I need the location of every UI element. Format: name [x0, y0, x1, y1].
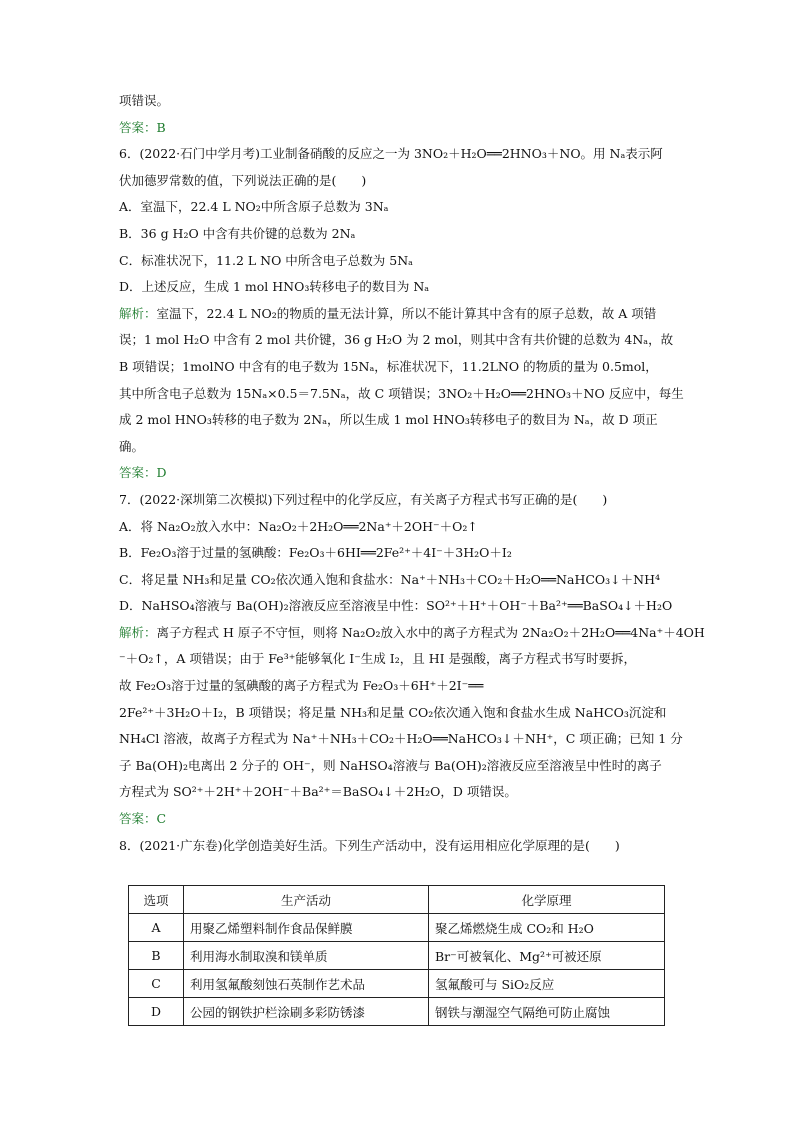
explanation-label: 解析： — [119, 624, 157, 640]
line-text: ⁻＋O₂↑，A 项错误；由于 Fe³⁺能够氧化 I⁻生成 I₂，且 HI 是强酸，离子方程式书写时要拆， — [119, 651, 637, 667]
line-text: 误；1 mol H₂O 中含有 2 mol 共价键，36 g H₂O 为 2 mol，则其中含有共价键的总数为 4Nₐ，故 — [119, 332, 674, 348]
line-text: 2Fe²⁺＋3H₂O＋I₂，B 项错误；将足量 NH₃和足量 CO₂依次通入饱和食盐水生成 NaHCO₃沉淀和 — [119, 704, 667, 720]
table-row — [129, 970, 665, 998]
text-line — [119, 248, 675, 275]
table-cell-activity: 公园的钢铁护栏涂刷多彩防锈漆 — [184, 998, 429, 1026]
table-cell-option: B — [129, 942, 184, 970]
line-text: 确。 — [119, 438, 145, 454]
text-line — [119, 354, 675, 381]
line-text: A．将 Na₂O₂放入水中：Na₂O₂＋2H₂O══2Na⁺＋2OH⁻＋O₂↑ — [119, 518, 478, 534]
table-cell-principle: 氢氟酸可与 SiO₂反应 — [429, 970, 665, 998]
text-line — [119, 88, 675, 115]
line-text: 答案：C — [119, 811, 167, 827]
text-line — [119, 194, 675, 221]
table-cell-principle: Br⁻可被氧化、Mg²⁺可被还原 — [429, 942, 665, 970]
text-line — [119, 434, 675, 461]
text-line — [119, 274, 675, 301]
line-text: B．Fe₂O₃溶于过量的氢碘酸：Fe₂O₃＋6HI══2Fe²⁺＋4I⁻＋3H₂O＋I₂ — [119, 545, 512, 561]
line-text: 答案：D — [119, 465, 167, 481]
line-text: B 项错误；1molNO 中含有的电子数为 15Nₐ，标准状况下，11.2LNO 的物质的量为 0.5mol， — [119, 358, 658, 374]
chemistry-table — [128, 885, 665, 1026]
line-text: 7．(2022·深圳第二次模拟)下列过程中的化学反应，有关离子方程式书写正确的是( ) — [119, 491, 608, 507]
text-line — [119, 540, 675, 567]
table-cell-activity: 利用氢氟酸刻蚀石英制作艺术品 — [184, 970, 429, 998]
line-text: 室温下，22.4 L NO₂的物质的量无法计算，所以不能计算其中含有的原子总数，故 A 项错 — [156, 305, 657, 321]
explanation-line — [119, 301, 675, 328]
text-line — [119, 726, 683, 753]
text-line — [119, 141, 675, 168]
line-text: 离子方程式 H 原子不守恒，则将 Na₂O₂放入水中的离子方程式为 2Na₂O₂＋2H₂O══4Na⁺＋4OH — [156, 624, 705, 640]
line-text: 其中所含电子总数为 15Nₐ×0.5＝7.5Nₐ，故 C 项错误；3NO₂＋H₂O══2HNO₃＋NO 反应中，每生 — [119, 385, 684, 401]
table-header-activity: 生产活动 — [184, 886, 429, 914]
text-line — [119, 168, 675, 195]
answer-line — [119, 460, 675, 487]
line-text: 成 2 mol HNO₃转移的电子数为 2Nₐ，所以生成 1 mol HNO₃转移电子的数目为 Nₐ，故 D 项正 — [119, 412, 658, 428]
line-text: C．将足量 NH₃和足量 CO₂依次通入饱和食盐水：Na⁺＋NH₃＋CO₂＋H₂O══NaHCO₃↓＋NH⁴ — [119, 571, 660, 587]
text-line — [119, 381, 684, 408]
text-line — [119, 221, 675, 248]
table-row — [129, 942, 665, 970]
text-line — [119, 779, 675, 806]
table-row — [129, 998, 665, 1026]
line-text: 6．(2022·石门中学月考)工业制备硝酸的反应之一为 3NO₂＋H₂O══2HNO₃＋NO。用 Nₐ表示阿 — [119, 146, 663, 162]
text-line — [119, 646, 675, 673]
table-header-principle: 化学原理 — [429, 886, 665, 914]
table-row — [129, 914, 665, 942]
text-line — [119, 327, 675, 354]
line-text: 答案：B — [119, 119, 166, 135]
document-body — [119, 88, 705, 859]
text-line — [119, 673, 675, 700]
text-line — [119, 567, 675, 594]
text-line — [119, 833, 675, 860]
text-line — [119, 700, 675, 727]
explanation-line — [119, 620, 705, 647]
line-text: 伏加德罗常数的值，下列说法正确的是( ) — [119, 172, 367, 188]
line-text: D．NaHSO₄溶液与 Ba(OH)₂溶液反应至溶液呈中性：SO²⁺＋H⁺＋OH⁻＋Ba²⁺══BaSO₄↓＋H₂O — [119, 598, 673, 614]
table-cell-activity: 利用海水制取溴和镁单质 — [184, 942, 429, 970]
table-cell-option: C — [129, 970, 184, 998]
text-line — [119, 487, 675, 514]
text-line — [119, 593, 675, 620]
explanation-label: 解析： — [119, 305, 157, 321]
line-text: B．36 g H₂O 中含有共价键的总数为 2Nₐ — [119, 225, 356, 241]
line-text: 项错误。 — [119, 93, 170, 108]
answer-line — [119, 115, 675, 142]
line-text: 8．(2021·广东卷)化学创造美好生活。下列生产活动中，没有运用相应化学原理的是( ) — [119, 837, 620, 853]
table-cell-principle: 聚乙烯燃烧生成 CO₂和 H₂O — [429, 914, 665, 942]
line-text: C．标准状况下，11.2 L NO 中所含电子总数为 5Nₐ — [119, 252, 413, 268]
table-cell-option: A — [129, 914, 184, 942]
text-line — [119, 753, 675, 780]
text-line — [119, 514, 675, 541]
table-cell-activity: 用聚乙烯塑料制作食品保鲜膜 — [184, 914, 429, 942]
table-header-row — [129, 886, 665, 914]
answer-line — [119, 806, 675, 833]
line-text: 故 Fe₂O₃溶于过量的氢碘酸的离子方程式为 Fe₂O₃＋6H⁺＋2I⁻══ — [119, 678, 484, 694]
text-line — [119, 407, 675, 434]
line-text: NH₄Cl 溶液，故离子方程式为 Na⁺＋NH₃＋CO₂＋H₂O══NaHCO₃↓＋NH⁺，C 项正确；已知 1 分 — [119, 731, 683, 747]
table-header-option: 选项 — [129, 886, 184, 914]
line-text: D．上述反应，生成 1 mol HNO₃转移电子的数目为 Nₐ — [119, 279, 430, 295]
line-text: 子 Ba(OH)₂电离出 2 分子的 OH⁻，则 NaHSO₄溶液与 Ba(OH)₂溶液反应至溶液呈中性时的离子 — [119, 757, 662, 773]
table-cell-principle: 钢铁与潮湿空气隔绝可防止腐蚀 — [429, 998, 665, 1026]
line-text: A．室温下，22.4 L NO₂中所含原子总数为 3Nₐ — [119, 199, 389, 215]
line-text: 方程式为 SO²⁺＋2H⁺＋2OH⁻＋Ba²⁺＝BaSO₄↓＋2H₂O，D 项错误。 — [119, 784, 517, 800]
table-cell-option: D — [129, 998, 184, 1026]
